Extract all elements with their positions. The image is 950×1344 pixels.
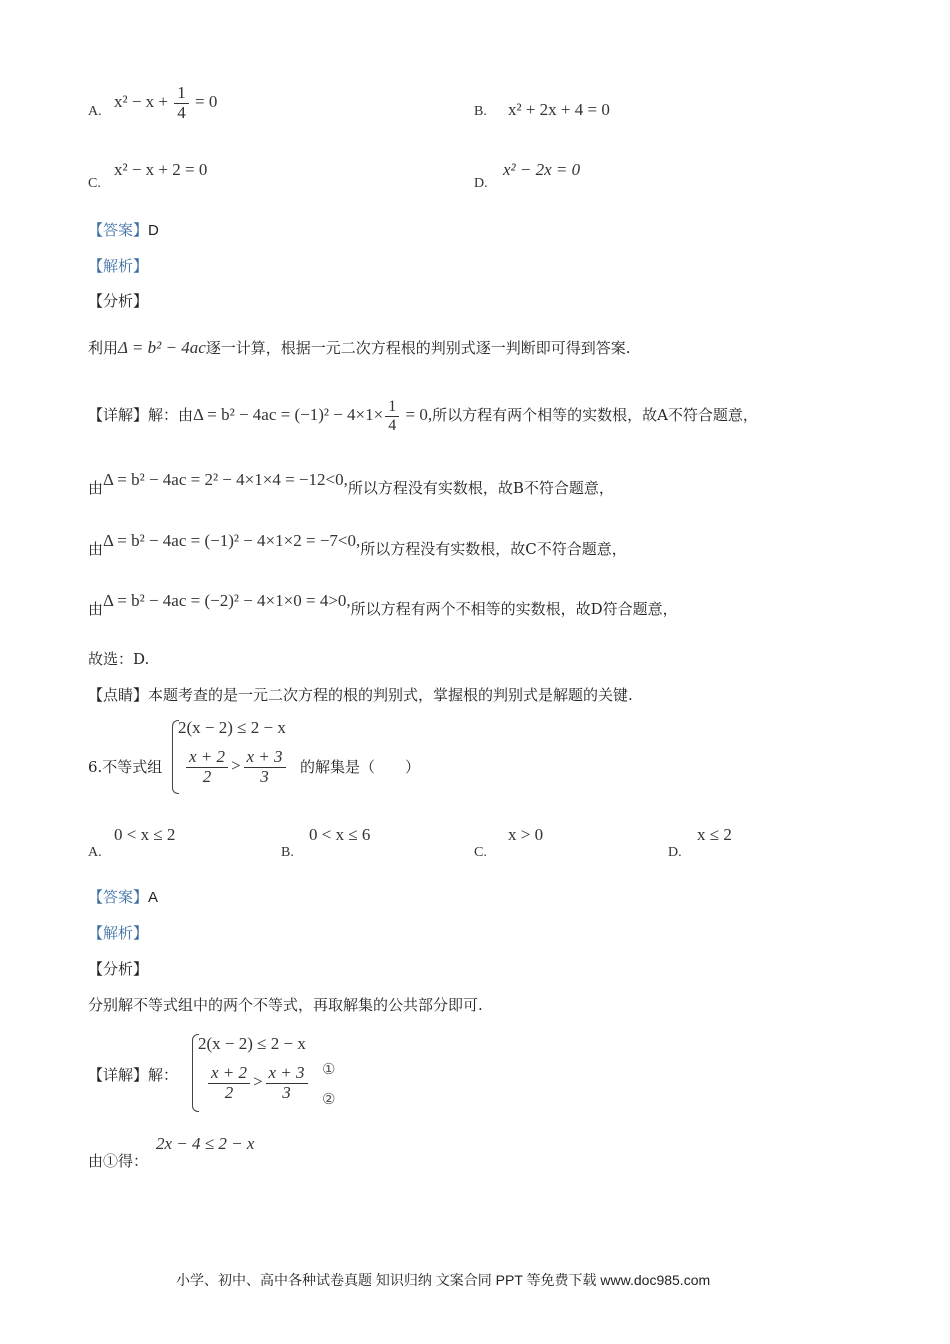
q6-ineq2-operator: > [230,756,242,776]
q6-ineq1: 2(x − 2) ≤ 2 − x [178,718,286,737]
option-b-label: B. [474,104,487,119]
answer-value: D [148,222,159,239]
detail-formula-1: Δ = b² − 4ac = (−1)² − 4×1× [193,405,384,425]
detail-line-3 [88,531,627,559]
q6-detail-ineq2 [206,1064,310,1102]
fraction-denominator: 4 [388,416,397,434]
detail-text-2: 所以方程没有实数根，故B不符合题意， [347,479,614,497]
option-d-label: D. [474,176,488,191]
fraction-numerator: x + 3 [244,748,286,768]
circled-two-marker: ② [322,1090,336,1108]
q6-option-d-label: D. [668,845,682,860]
fraction-denominator: 3 [260,766,269,786]
q6-detail-left-fraction [208,1064,250,1102]
q6-option-d-expression: x ≤ 2 [697,825,732,844]
fenxi-post: 逐一计算，根据一元二次方程根的判别式逐一判断即可得到答案. [205,339,631,357]
detail-tag: 【详解】解：由 [88,406,194,425]
option-c-label: C. [88,176,101,191]
detail-line-2 [88,470,614,498]
option-a-fraction [174,84,189,122]
q6-ineq2-left-fraction [186,748,228,786]
q6-option-a-expression: 0 < x ≤ 2 [114,825,176,844]
detail-prefix-4: 由 [88,600,104,618]
detail-text-1: 所以方程有两个相等的实数根，故A不符合题意， [432,406,758,425]
q6-answer-line [88,886,158,907]
q6-detail-right-fraction [266,1064,308,1102]
q6-ineq2-right-fraction [244,748,286,786]
option-b-expression: x² + 2x + 4 = 0 [508,100,610,119]
q6-detail-tag: 【详解】解： [88,1066,179,1084]
fraction-numerator: 1 [174,84,189,104]
q6-detail-operator: > [252,1072,264,1092]
q6-fenxi-tag: 【分析】 [88,960,149,978]
q6-option-b-label: B. [281,845,294,860]
fraction-numerator: 1 [385,398,399,417]
q6-answer-tag: 【答案】 [88,888,149,906]
q6-stem-post: 的解集是（ ） [300,758,421,776]
fraction-denominator: 3 [282,1082,291,1102]
fenxi-tag: 【分析】 [88,292,149,310]
dianjing-line [88,684,633,705]
fraction-numerator: x + 2 [208,1064,250,1084]
detail-formula-3: Δ = b² − 4ac = (−1)² − 4×1×2 = −7<0, [103,531,361,550]
detail-prefix-3: 由 [88,540,104,558]
fraction-numerator: x + 2 [186,748,228,768]
q6-ineq2 [184,748,288,786]
q6-option-a-label: A. [88,845,102,860]
option-a-expression [114,84,217,122]
detail-line-4 [88,591,678,619]
detail-prefix-2: 由 [88,479,104,497]
option-a-expr-tail: = 0 [190,92,218,112]
fraction-numerator: x + 3 [266,1064,308,1084]
detail-fraction-1 [385,398,399,434]
page-footer: 小学、初中、高中各种试卷真题 知识归纳 文案合同 PPT 等免费下载 www.doc985.com [176,1272,711,1288]
detail-line-1 [88,398,758,434]
q6-step1-prefix: 由①得： [88,1152,149,1170]
fenxi-pre: 利用 [88,339,119,357]
option-a-expr-text: x² − x + [114,92,173,112]
q6-answer-value: A [148,889,159,906]
q6-stem-pre-text: 6.不等式组 [88,758,163,776]
option-a-label: A. [88,104,102,119]
option-d-expression: x² − 2x = 0 [503,160,581,179]
q6-option-c-label: C. [474,845,487,860]
answer-tag: 【答案】 [88,221,149,239]
q6-stem-pre [88,756,162,777]
q6-step1-formula: 2x − 4 ≤ 2 − x [156,1134,255,1153]
detail-formula-4: Δ = b² − 4ac = (−2)² − 4×1×0 = 4>0, [103,591,351,610]
detail-text-3: 所以方程没有实数根，故C不符合题意， [360,540,627,558]
q6-option-b-expression: 0 < x ≤ 6 [309,825,371,844]
fenxi-text [88,337,631,358]
q6-option-c-expression: x > 0 [508,825,544,844]
option-c-expression: x² − x + 2 = 0 [114,160,208,179]
fraction-denominator: 4 [177,102,186,122]
fraction-denominator: 2 [224,1082,234,1102]
fenxi-formula: Δ = b² − 4ac [118,338,206,357]
dianjing-tag: 【点睛】 [88,686,149,704]
detail-formula-1-tail: = 0, [401,405,433,425]
jiexi-tag: 【解析】 [88,257,149,275]
detail-text-4: 所以方程有两个不相等的实数根，故D符合题意， [350,600,678,618]
conclusion: 故选：D. [88,650,150,668]
dianjing-text: 本题考查的是一元二次方程的根的判别式，掌握根的判别式是解题的关键. [148,686,633,704]
q6-detail-ineq1: 2(x − 2) ≤ 2 − x [198,1034,306,1053]
detail-formula-2: Δ = b² − 4ac = 2² − 4×1×4 = −12<0, [103,470,348,489]
fraction-denominator: 2 [202,766,212,786]
answer-line [88,219,159,240]
q6-jiexi-tag: 【解析】 [88,924,149,942]
q6-fenxi-text: 分别解不等式组中的两个不等式，再取解集的公共部分即可. [88,996,483,1014]
circled-one-marker: ① [322,1060,336,1078]
